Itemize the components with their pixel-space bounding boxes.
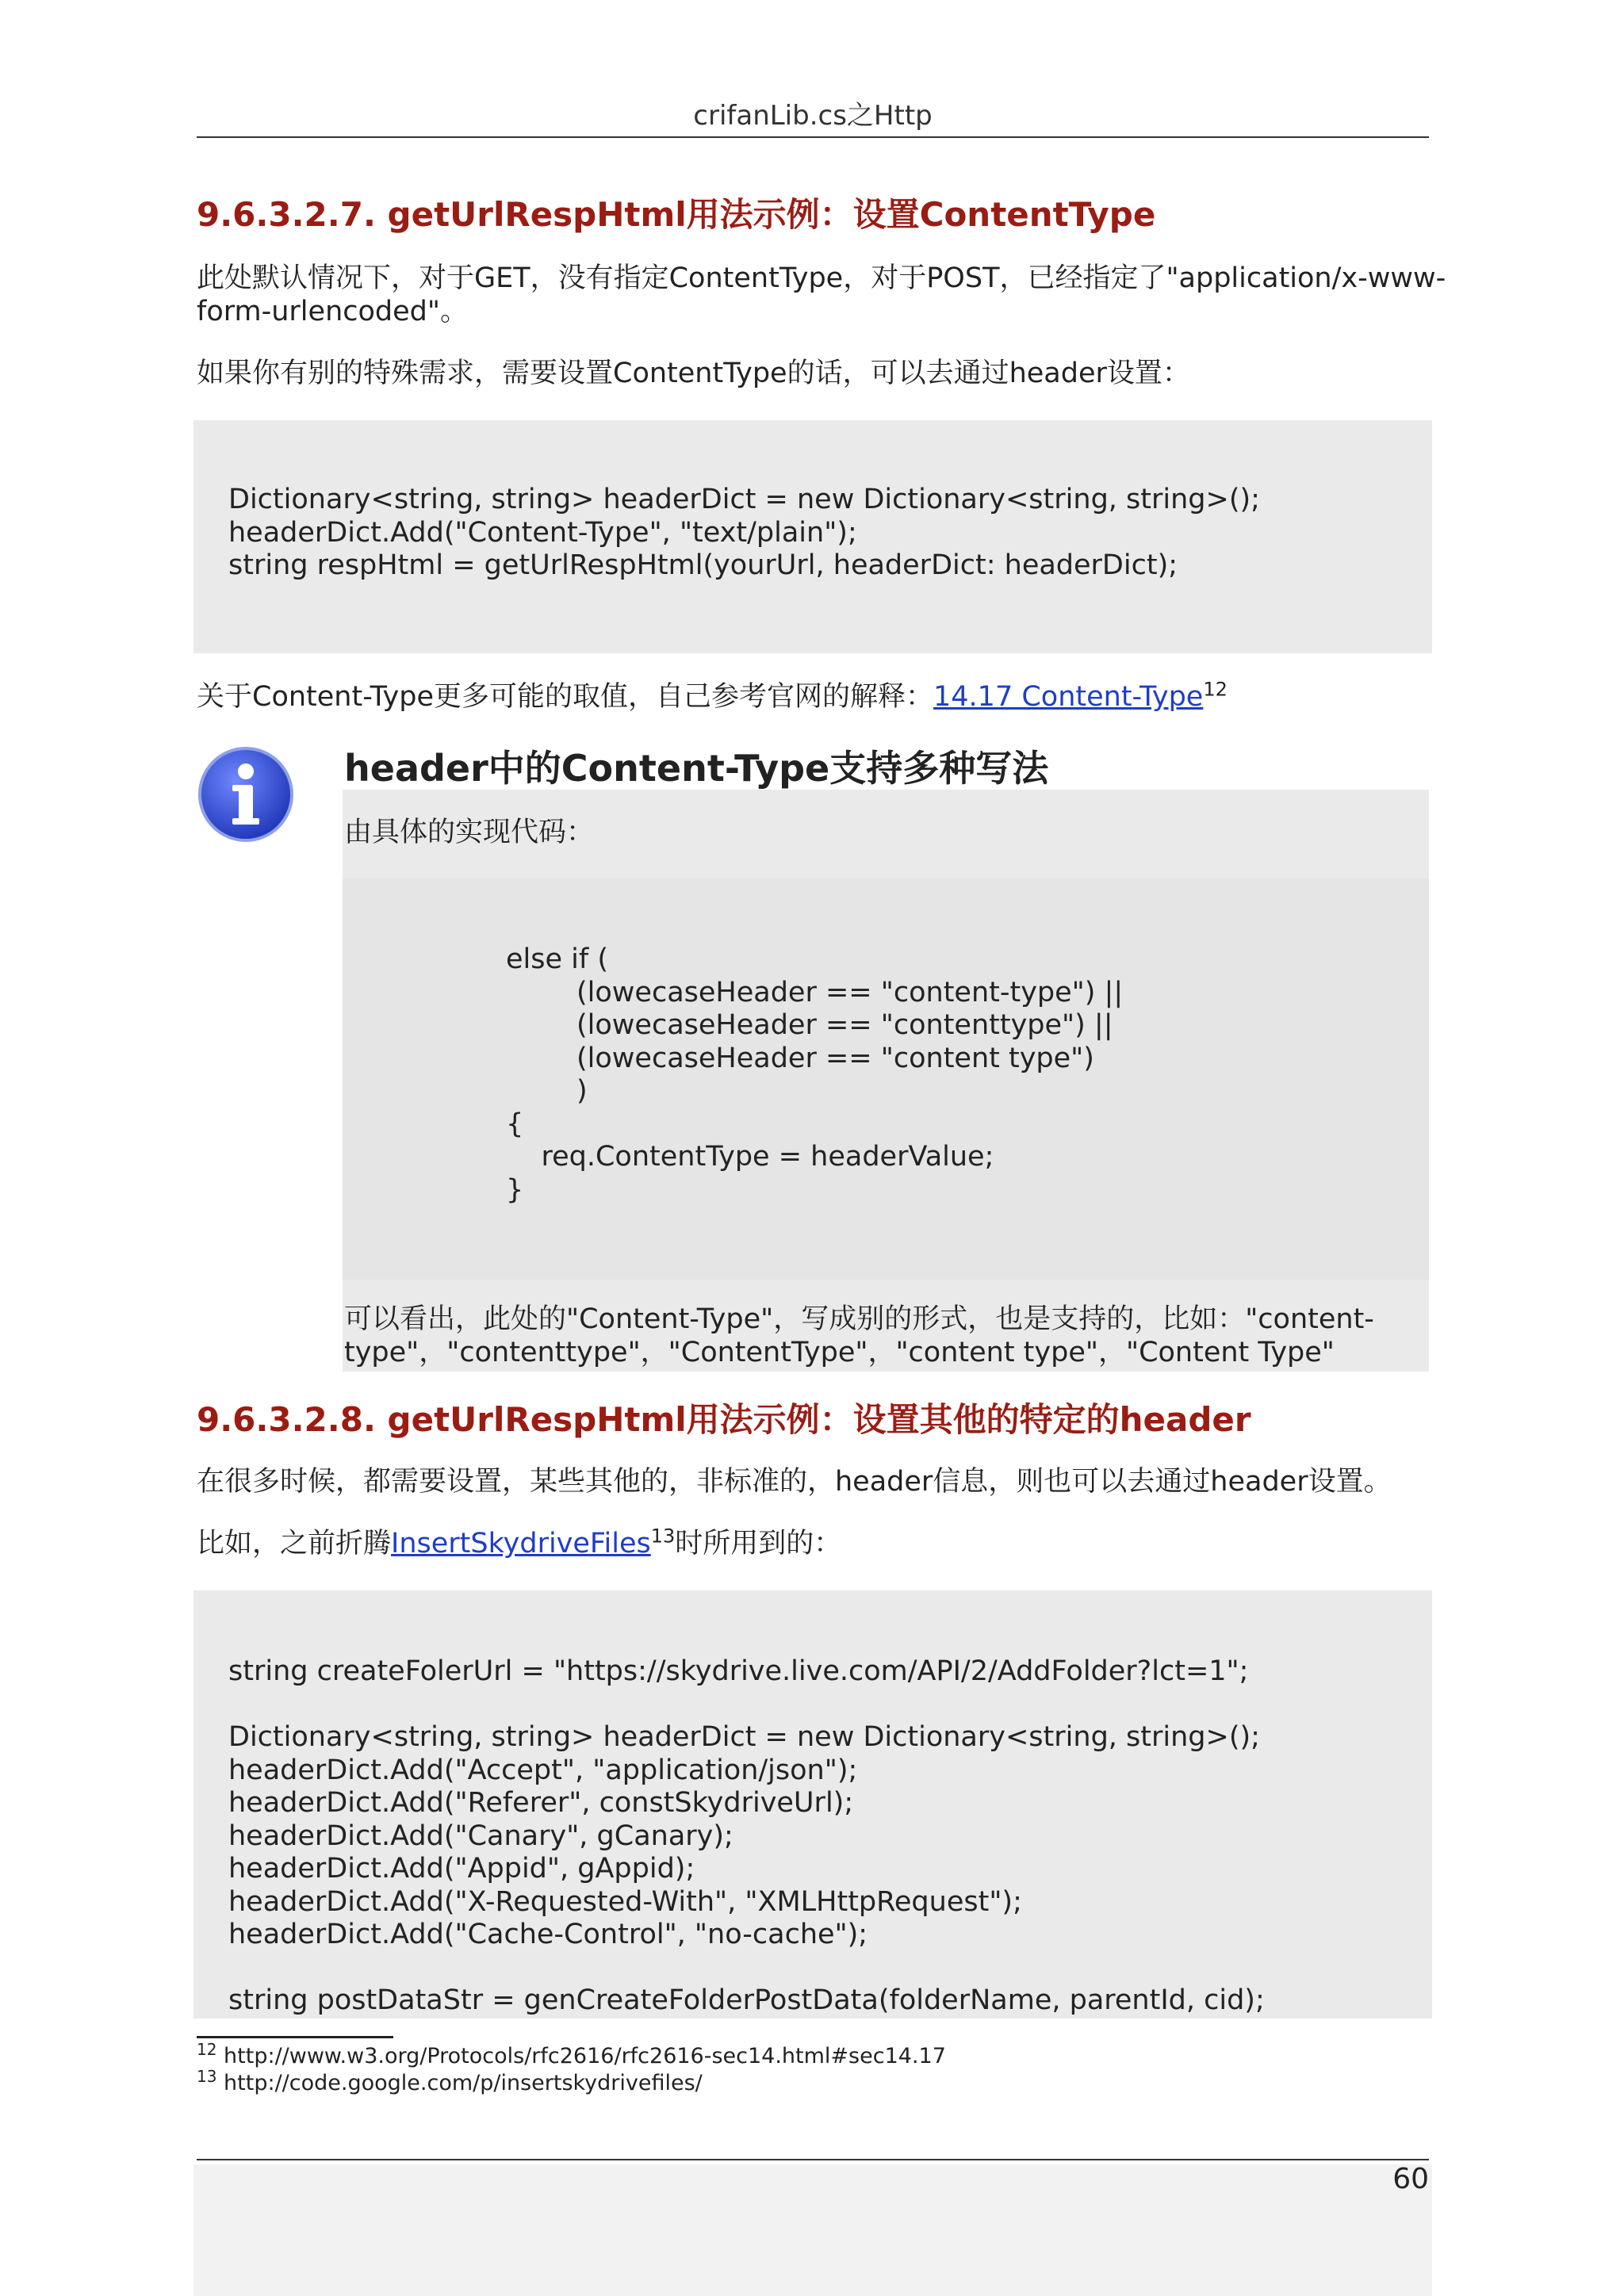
footnote-number: 13 [197,2067,217,2086]
example-suffix: 时所用到的： [675,1528,842,1559]
insertskydrivefiles-link[interactable]: InsertSkydriveFiles [391,1528,651,1559]
footnote-ref-13: 13 [650,1525,676,1548]
section-heading-content-type: 9.6.3.2.7. getUrlRespHtml用法示例：设置ContentType [197,195,1156,234]
header-rule [197,136,1429,138]
paragraph-custom-content-type: 如果你有别的特殊需求，需要设置ContentType的话，可以去通过header设置： [197,358,1190,389]
paragraph-default-content-type-line1: 此处默认情况下，对于GET，没有指定ContentType，对于POST，已经指定了"application/x-www- [197,262,1446,294]
code-other-header: string createFolerUrl = "https://skydrive.live.com/API/2/AddFolder?lct=1"; Dictionary<string, string> headerDict = new Dictionary<string, string>(); headerDict.Add("Accept", "application/json"); headerDict.Add("Referer", constSkydriveUrl); headerDict.Add("Canary", gCanary); headerDict.Add("Appid", gAppid); headerDict.Add("X-Requested-With", "XMLHttpRequest"); headerDict.Add("Cache-Control", "no-cache"); string postDataStr = genCreateFolderPostData(folderName, parentId, cid); [228,1655,1265,2016]
example-prefix: 比如，之前折腾 [197,1528,392,1559]
code-content-type: Dictionary<string, string> headerDict = new Dictionary<string, string>(); headerDict.Add("Content-Type", "text/plain"); string respHtml = getUrlRespHtml(yourUrl, headerDict: headerDict); [228,484,1260,581]
footnote-13 [197,2067,703,2095]
footnote-ref-12: 12 [1203,678,1228,701]
note-code-block [343,878,1429,1280]
paragraph-example-intro [197,1527,841,1560]
section-heading-other-header: 9.6.3.2.8. getUrlRespHtml用法示例：设置其他的特定的header [197,1400,1251,1439]
footnote-12 [197,2040,946,2068]
code-block-other-header [193,1590,1432,2019]
note-outro-line2: type"，"contenttype"，"ContentType"，"content type"，"Content Type" [344,1337,1335,1368]
note-outro-line1: 可以看出，此处的"Content-Type"，写成别的形式，也是支持的，比如："content- [344,1303,1374,1335]
code-block-content-type [193,420,1432,653]
note-intro: 由具体的实现代码： [344,817,595,848]
footer-shade [193,2164,1432,2296]
footnote-url[interactable]: http://code.google.com/p/insertskydrivefiles/ [224,2071,703,2095]
running-header: crifanLib.cs之Http [693,100,933,132]
note-code: else if ( (lowecaseHeader == "content-type") || (lowecaseHeader == "contenttype") || (lowecaseHeader == "content type") ) { req.ContentType = headerValue; } [506,943,1124,1206]
page-number: 60 [1392,2163,1429,2195]
paragraph-nonstandard-header: 在很多时候，都需要设置，某些其他的，非标准的，header信息，则也可以去通过header设置。 [197,1466,1392,1498]
note-title: header中的Content-Type支持多种写法 [344,747,1049,790]
reference-line [197,680,1228,714]
footnote-rule [197,2036,393,2038]
footnote-url[interactable]: http://www.w3.org/Protocols/rfc2616/rfc2616-sec14.html#sec14.17 [224,2044,946,2068]
reference-prefix: 关于Content-Type更多可能的取值，自己参考官网的解释： [197,681,934,713]
content-type-spec-link[interactable]: 14.17 Content-Type [933,681,1204,713]
paragraph-default-content-type-line2: form-urlencoded"。 [197,296,468,327]
footnote-number: 12 [197,2040,217,2059]
info-icon [197,745,295,844]
footer-rule [197,2159,1429,2160]
